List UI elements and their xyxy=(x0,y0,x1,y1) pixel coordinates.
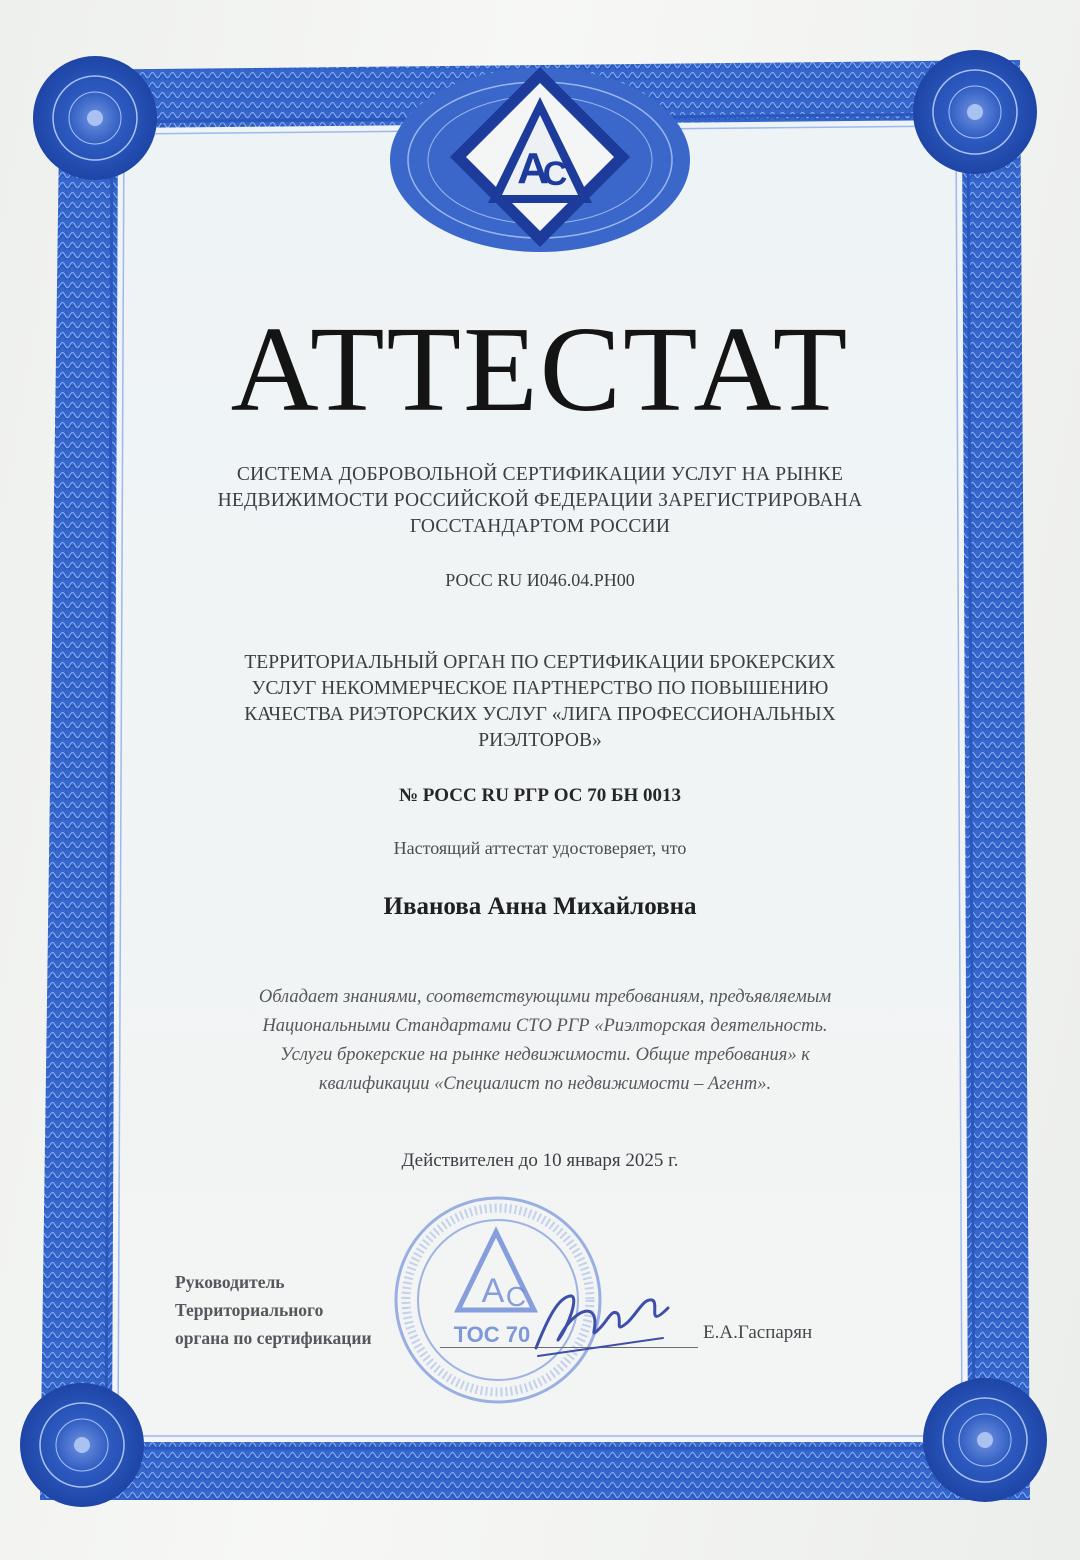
qualification-line: Обладает знаниями, соответствующими требованиям, предъявляемым xyxy=(258,987,832,1007)
head-label-line: органа по сертификации xyxy=(175,1328,372,1348)
qualification-line: квалификации «Специалист по недвижимости – Агент». xyxy=(318,1074,772,1094)
holder-name: Иванова Анна Михайловна xyxy=(383,893,697,920)
org-line: СИСТЕМА ДОБРОВОЛЬНОЙ СЕРТИФИКАЦИИ УСЛУГ НА РЫНКЕ xyxy=(236,464,844,485)
territorial-line: ТЕРРИТОРИАЛЬНЫЙ ОРГАН ПО СЕРТИФИКАЦИИ БРОКЕРСКИХ xyxy=(244,652,836,673)
handwritten-signature-icon xyxy=(528,1278,678,1368)
corner-rosette-bl xyxy=(20,1383,144,1507)
stamp-label: ТОС 70 xyxy=(453,1322,531,1347)
document-title: АТТЕСТАТ xyxy=(230,302,850,437)
territorial-line: КАЧЕСТВА РИЭТОРСКИХ УСЛУГ «ЛИГА ПРОФЕССИОНАЛЬНЫХ xyxy=(244,704,836,725)
territorial-line: УСЛУГ НЕКОММЕРЧЕСКОЕ ПАРТНЕРСТВО ПО ПОВЫШЕНИЮ xyxy=(251,678,829,699)
org-line: НЕДВИЖИМОСТИ РОССИЙСКОЙ ФЕДЕРАЦИИ ЗАРЕГИСТРИРОВАНА xyxy=(217,490,863,511)
corner-rosette-br xyxy=(923,1378,1047,1502)
head-name: Е.А.Гаспарян xyxy=(703,1322,813,1343)
association-logo-icon xyxy=(385,55,695,275)
registration-number: РОСС RU И046.04.РН00 xyxy=(445,570,635,590)
svg-text:А: А xyxy=(517,144,549,193)
head-signatory-label xyxy=(175,1268,372,1352)
validity-date: Действителен до 10 января 2025 г. xyxy=(401,1150,679,1171)
corner-rosette-tl xyxy=(33,56,157,180)
svg-text:С: С xyxy=(542,155,568,193)
territorial-line: РИЭЛТОРОВ» xyxy=(478,730,602,751)
qualification-line: Национальными Стандартами СТО РГР «Риэлторская деятельность. xyxy=(262,1016,828,1036)
qualification-text xyxy=(190,983,900,1099)
corner-rosette-tr xyxy=(913,50,1037,174)
territorial-body-text xyxy=(150,650,930,754)
certification-system-text xyxy=(150,462,930,540)
certifies-statement: Настоящий аттестат удостоверяет, что xyxy=(393,838,687,858)
qualification-line: Услуги брокерские на рынке недвижимости. Общие требования» к xyxy=(280,1045,810,1065)
svg-text:А: А xyxy=(481,1272,505,1310)
svg-text:С: С xyxy=(505,1281,527,1312)
org-line: ГОССТАНДАРТОМ РОССИИ xyxy=(409,516,671,537)
certificate-number: № РОСС RU РГР ОС 70 БН 0013 xyxy=(398,785,682,806)
head-label-line: Руководитель xyxy=(175,1272,285,1292)
head-label-line: Территориального xyxy=(175,1300,324,1320)
